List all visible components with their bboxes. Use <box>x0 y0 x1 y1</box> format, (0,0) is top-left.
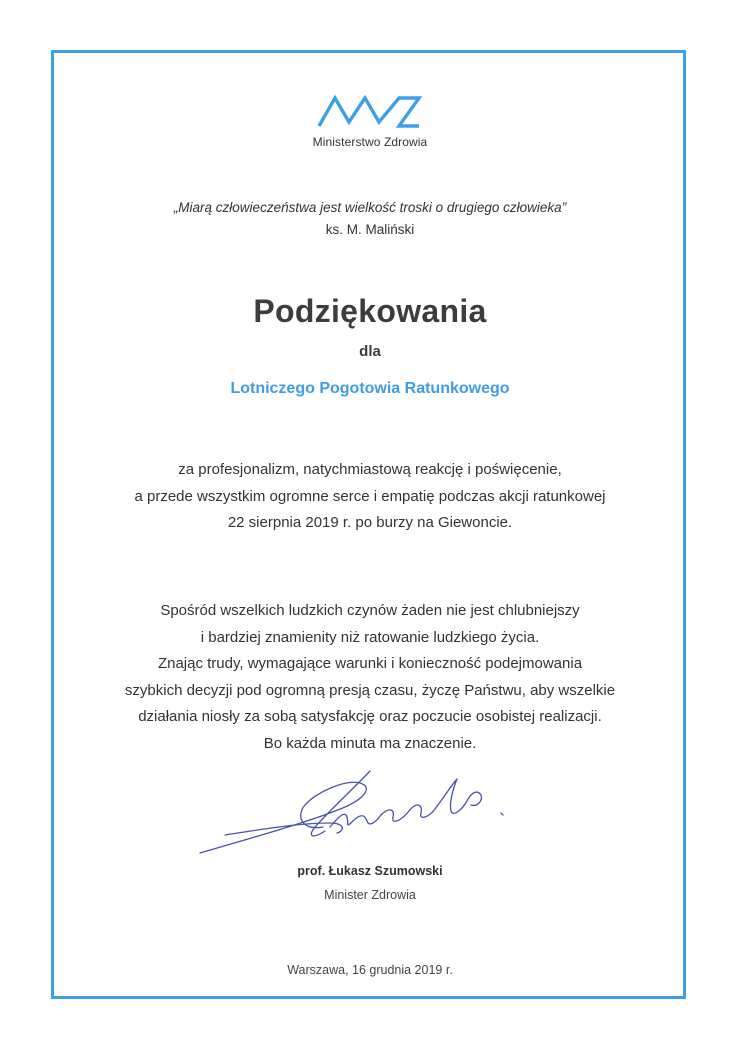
for-word: dla <box>359 343 381 360</box>
paragraph-line: Bo każda minuta ma znaczenie. <box>263 734 477 752</box>
document-title: Podziękowania <box>253 293 487 329</box>
paragraph-line: działania niosły za sobą satysfakcję oraz poczucie osobistej realizacji. <box>138 708 602 725</box>
ministry-logo-mark-icon <box>315 92 425 132</box>
paragraph-gratitude <box>60 457 680 537</box>
recipient-name: Lotniczego Pogotowia Ratunkowego <box>230 380 510 397</box>
ministry-name: Ministerstwo Zdrowia <box>312 135 428 149</box>
paragraph-line: za profesjonalizm, natychmiastową reakcję i poświęcenie, <box>178 461 562 478</box>
handwritten-signature <box>195 765 525 860</box>
paragraph-line: i bardziej znamienity niż ratowanie ludzkiego życia. <box>200 628 540 646</box>
paragraph-line: a przede wszystkim ogromne serce i empatię podczas akcji ratunkowej <box>134 487 606 505</box>
paragraph-line: Znając trudy, wymagające warunki i konieczność podejmowania <box>157 655 583 672</box>
paragraph-line: 22 sierpnia 2019 r. po burzy na Giewoncie. <box>227 514 513 531</box>
quote-author: ks. M. Maliński <box>325 222 415 237</box>
place-date: Warszawa, 16 grudnia 2019 r. <box>287 963 453 977</box>
signer-role: Minister Zdrowia <box>324 888 416 902</box>
ministry-logo <box>305 92 435 152</box>
signer-name: prof. Łukasz Szumowski <box>297 864 443 878</box>
quote-text: „Miarą człowieczeństwa jest wielkość troski o drugiego człowieka” <box>173 200 567 215</box>
paragraph-line: szybkich decyzji pod ogromną presją czasu, życzę Państwu, aby wszelkie <box>124 681 616 699</box>
paragraph-message <box>60 598 680 757</box>
paragraph-line: Spośród wszelkich ludzkich czynów żaden nie jest chlubniejszy <box>160 602 580 619</box>
